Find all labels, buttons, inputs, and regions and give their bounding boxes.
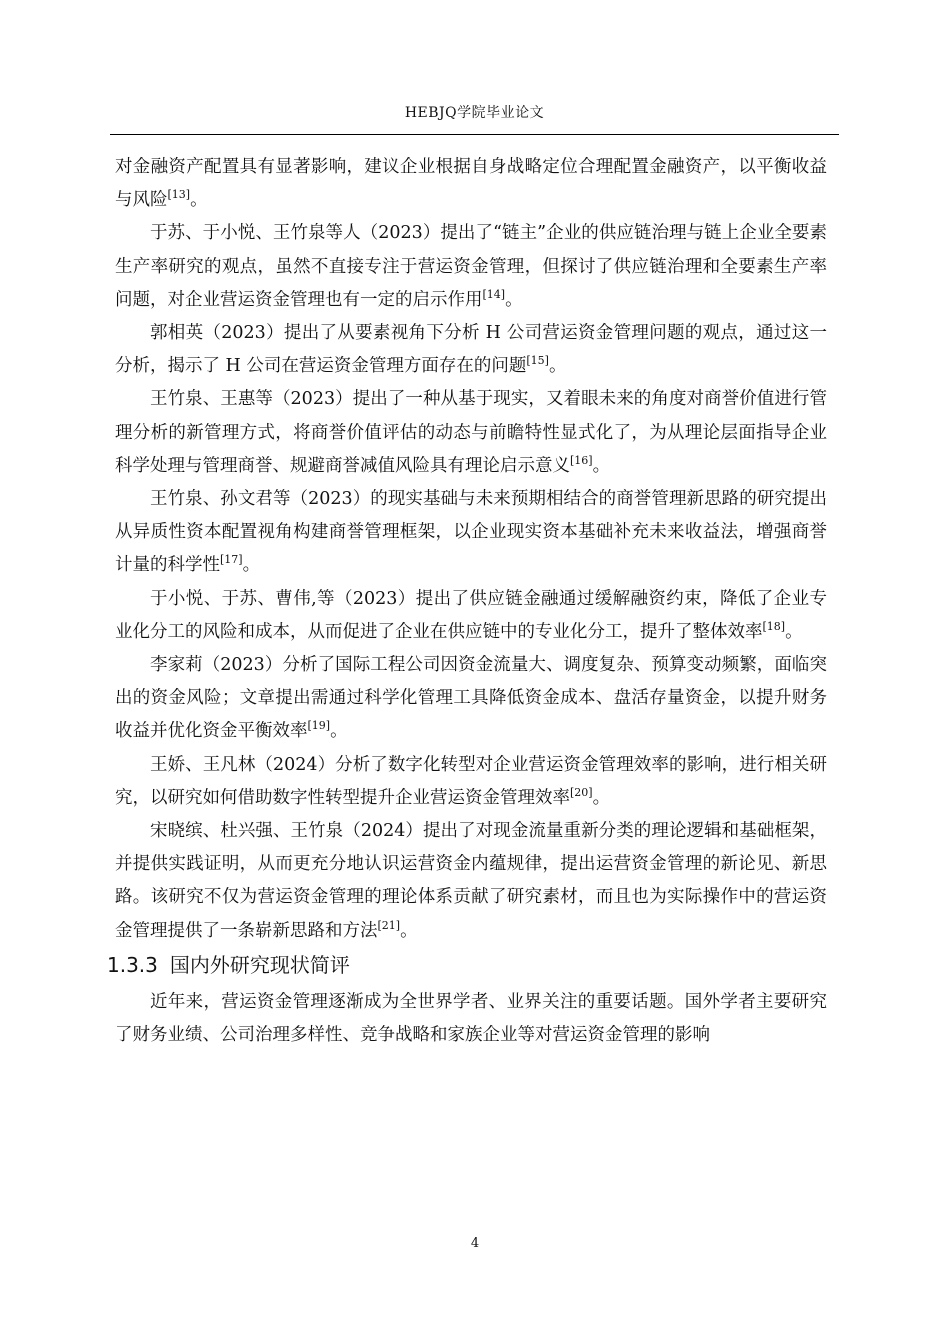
paragraph <box>115 986 827 1052</box>
citation-ref: [20] <box>570 786 593 800</box>
paragraph-text: 王竹泉、王惠等（2023）提出了一种从基于现实，又着眼未来的角度对商誉价值进行管理分析的新管理方式，将商誉价值评估的动态与前瞻特性显式化了，为从理论层面指导企业科学处理与管理商誉、规避商誉减值风险具有理论启示意义 <box>115 389 827 476</box>
paragraph <box>115 583 827 649</box>
citation-ref: [15] <box>526 354 549 368</box>
paragraph-text: 近年来，营运资金管理逐渐成为全世界学者、业界关注的重要话题。国外学者主要研究了财务业绩、公司治理多样性、竞争战略和家族企业等对营运资金管理的影响 <box>115 991 827 1046</box>
paragraph <box>115 749 827 815</box>
paragraph-text: 于苏、于小悦、王竹泉等人（2023）提出了“链主”企业的供应链治理与链上企业全要素生产率研究的观点，虽然不直接专注于营运资金管理，但探讨了供应链治理和全要素生产率问题，对企业营运资金管理也有一定的启示作用 <box>115 223 827 310</box>
citation-ref: [18] <box>762 620 786 634</box>
paragraph <box>115 217 827 317</box>
paragraph-tail: 。 <box>190 190 208 211</box>
section-number: 1.3.3 <box>107 952 158 977</box>
page-number: 4 <box>470 1236 480 1251</box>
paragraph-text: 王竹泉、孙文君等（2023）的现实基础与未来预期相结合的商誉管理新思路的研究提出从异质性资本配置视角构建商誉管理框架，以企业现实资本基础补充未来收益法，增强商誉计量的科学性 <box>115 489 827 576</box>
page-header: HEBJQ学院毕业论文 <box>404 105 545 121</box>
citation-ref: [21] <box>377 918 401 932</box>
paragraph-text: 郭相英（2023）提出了从要素视角下分析 H 公司营运资金管理问题的观点，通过这一分析，揭示了 H 公司在营运资金管理方面存在的问题 <box>115 323 827 377</box>
header-rule <box>110 134 839 135</box>
paragraph-tail: 。 <box>505 289 523 310</box>
paragraph-continuation <box>115 151 827 217</box>
section-heading <box>107 950 827 980</box>
paragraph-text: 对金融资产配置具有显著影响，建议企业根据自身战略定位合理配置金融资产，以平衡收益与风险 <box>115 157 827 211</box>
paragraph-tail: 。 <box>330 721 348 742</box>
citation-ref: [17] <box>220 553 243 567</box>
section-title: 国内外研究现状简评 <box>169 952 350 977</box>
paragraph-tail: 。 <box>242 555 261 576</box>
paragraph-tail: 。 <box>592 455 611 476</box>
paragraph-tail: 。 <box>548 356 567 377</box>
citation-ref: [13] <box>167 188 191 202</box>
paragraph-text: 李家莉（2023）分析了国际工程公司因资金流量大、调度复杂、预算变动频繁，面临突出的资金风险；文章提出需通过科学化管理工具降低资金成本、盘活存量资金，以提升财务收益并优化资金平衡效率 <box>115 655 827 742</box>
paragraph <box>115 649 827 749</box>
paragraph-tail: 。 <box>592 787 611 808</box>
paragraph <box>115 483 827 583</box>
paragraph <box>115 815 827 948</box>
paragraph-text: 王娇、王凡林（2024）分析了数字化转型对企业营运资金管理效率的影响，进行相关研究，以研究如何借助数字性转型提升企业营运资金管理效率 <box>115 754 827 808</box>
document-body <box>107 151 827 1052</box>
paragraph-text: 于小悦、于苏、曹伟,等（2023）提出了供应链金融通过缓解融资约束，降低了企业专业化分工的风险和成本，从而促进了企业在供应链中的专业化分工，提升了整体效率 <box>115 588 827 642</box>
paragraph-tail: 。 <box>400 920 418 941</box>
citation-ref: [14] <box>482 287 506 301</box>
paragraph <box>115 317 827 383</box>
citation-ref: [16] <box>570 454 593 467</box>
paragraph <box>115 383 827 483</box>
paragraph-text: 宋晓缤、杜兴强、王竹泉（2024）提出了对现金流量重新分类的理论逻辑和基础框架，并提供实践证明，从而更充分地认识运营资金内蕴规律，提出运营资金管理的新论见、新思路。该研究不仅为营运资金管理的理论体系贡献了研究素材，而且也为实际操作中的营运资金管理提供了一条崭新思路和方法 <box>115 821 827 941</box>
citation-ref: [19] <box>307 719 331 733</box>
paragraph-tail: 。 <box>785 621 803 642</box>
